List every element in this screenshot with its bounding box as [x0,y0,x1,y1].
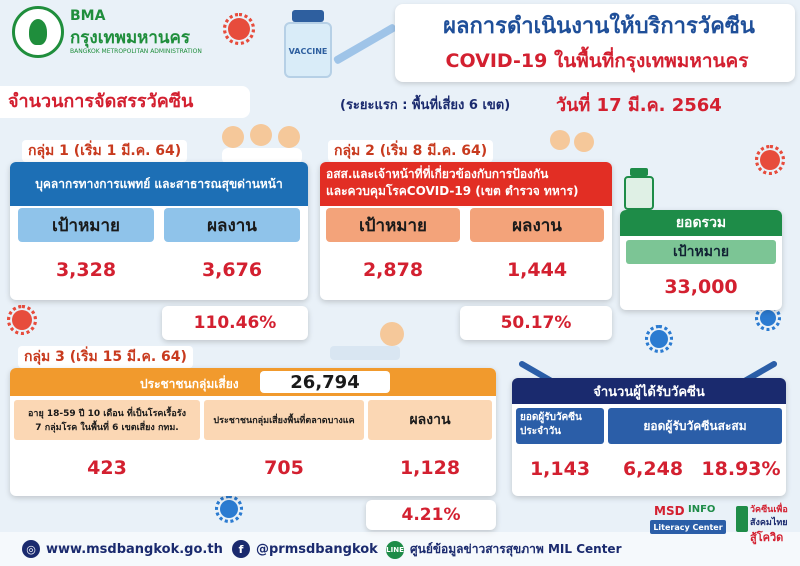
total-card [620,210,782,310]
group2-header [320,162,612,206]
org-name: กรุงเทพมหานคร [70,28,191,48]
virus-icon [220,500,238,518]
vial-label: VACCINE [288,46,328,56]
group2-header-line1: อสส.และเจ้าหน้าที่ที่เกี่ยวข้องกับการป้องกัน [326,167,549,181]
vaccine-bottle-icon [624,168,654,210]
virus-icon [12,310,32,330]
daily-label-line1: ยอดผู้รับวัคซีน [520,412,582,423]
title-banner [395,4,795,82]
group2-percent: 50.17% [460,306,612,340]
bma-emblem-icon [12,6,64,58]
group3-val1: 423 [87,457,127,479]
virus-icon [760,310,776,326]
group3-val2: 705 [264,457,304,479]
footer-website[interactable] [22,540,223,558]
literacy-center: Literacy Center [650,520,726,534]
org-name-en: BANGKOK METROPOLITAN ADMINISTRATION [70,48,202,55]
virus-icon [228,18,250,40]
info-logo-text: INFO [688,504,716,515]
slogan-line3: สู้โควิด [750,531,784,544]
group3-card [10,368,496,496]
recipients-header: จำนวนผู้ได้รับวัคซีน [512,378,786,404]
recipients-daily-label [516,408,604,444]
vaccine-vial-icon [278,10,338,80]
group2-card [320,162,612,300]
group1-result-value: 3,676 [201,259,263,281]
group3-val3: 1,128 [399,457,461,479]
group1-target-label: เป้าหมาย [18,208,154,242]
group1-target-value: 3,328 [55,259,117,281]
total-target-value: 33,000 [664,276,738,298]
virus-icon [650,330,668,348]
footer-facebook[interactable] [232,540,378,558]
slogan-line2: สังคมไทย [750,518,788,528]
slogan-logo [734,500,798,562]
officer-illustration [540,128,600,164]
group1-percent: 110.46% [162,306,308,340]
group1-header: บุคลากรทางการแพทย์ และสาธารณสุขด่านหน้า [10,162,308,206]
daily-label-line2: ประจำวัน [520,426,562,437]
group3-risk-label: ประชาชนกลุ่มเสี่ยง [140,377,239,391]
slogan-line1: วัคซีนเพื่อ [750,505,788,515]
recipients-cumulative-value: 6,248 [622,458,684,480]
group3-col1-header [14,400,200,440]
group3-col2-header: ประชาชนกลุ่มเสี่ยงพื้นที่ตลาดบางแค [204,400,364,440]
line-center[interactable]: ศูนย์ข้อมูลข่าวสารสุขภาพ MIL Center [410,542,622,556]
group2-label: กลุ่ม 2 (เริ่ม 8 มี.ค. 64) [328,140,493,162]
recipients-daily-value: 1,143 [529,458,591,480]
msd-info-logo [650,504,730,534]
medical-staff-illustration [222,120,322,164]
footer-line[interactable] [386,540,622,559]
recipients-cumulative-label: ยอดผู้รับวัคซีนสะสม [608,408,782,444]
website-link[interactable]: www.msdbangkok.go.th [46,541,223,557]
group2-result-label: ผลงาน [470,208,604,242]
group3-percent: 4.21% [366,500,496,530]
group3-label: กลุ่ม 3 (เริ่ม 15 มี.ค. 64) [18,346,193,368]
total-header: ยอดรวม [620,210,782,236]
msd-logo-text: MSD [654,504,685,518]
group3-col1-line2: 7 กลุ่มโรค ในพื้นที่ 6 เขตเสี่ยง กทม. [35,423,179,433]
org-short: BMA [70,8,106,24]
group2-header-line2: และควบคุมโรคCOVID-19 (เขต ตำรวจ ทหาร) [326,184,579,198]
group1-card [10,162,308,300]
page-title: ผลการดำเนินงานให้บริการวัคซีน [443,14,755,39]
facebook-handle[interactable]: @prmsdbangkok [256,541,378,557]
page-subtitle: COVID-19 ในพื้นที่กรุงเทพมหานคร [445,50,749,72]
group3-risk-total: 26,794 [260,371,390,393]
phase-note: (ระยะแรก : พื้นที่เสี่ยง 6 เขต) [340,98,511,113]
group3-col1-line1: อายุ 18-59 ปี 10 เดือน ที่เป็นโรคเรื้อรัง [27,409,186,419]
line-icon: LINE [386,541,404,559]
total-target-label: เป้าหมาย [626,240,776,264]
group2-result-value: 1,444 [506,259,568,281]
facebook-icon: f [232,540,250,558]
group2-target-label: เป้าหมาย [326,208,460,242]
bma-logo [12,6,212,64]
group2-target-value: 2,878 [362,259,424,281]
virus-icon [760,150,780,170]
group1-result-label: ผลงาน [164,208,300,242]
patient-illustration [330,318,420,370]
group1-label: กลุ่ม 1 (เริ่ม 1 มี.ค. 64) [22,140,187,162]
slogan-bottle-icon [736,506,748,532]
section-title: จำนวนการจัดสรรวัคซีน [0,86,250,118]
group3-risk-bar [10,368,496,396]
syringe-icon [333,23,398,65]
report-date: วันที่ 17 มี.ค. 2564 [556,95,722,116]
recipients-percent: 18.93% [701,458,781,480]
globe-icon: ◎ [22,540,40,558]
group3-col3-header: ผลงาน [368,400,492,440]
recipients-card [512,378,786,496]
